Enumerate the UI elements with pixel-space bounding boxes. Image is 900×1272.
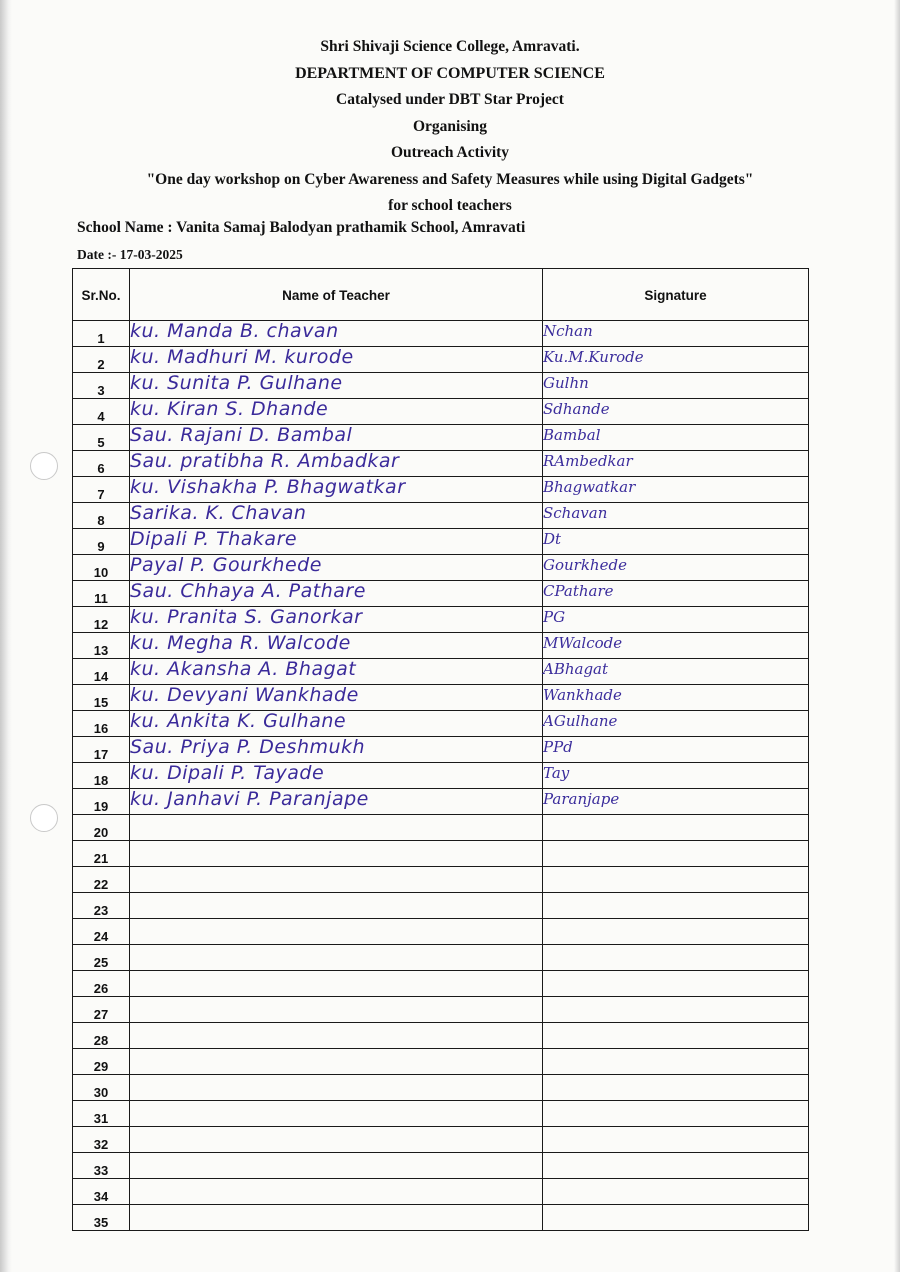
sr-number-cell: 29 [73, 1049, 130, 1075]
table-row [73, 321, 809, 347]
signature-cell [543, 789, 809, 815]
table-row [73, 477, 809, 503]
signature-cell [543, 1179, 809, 1205]
table-row [73, 373, 809, 399]
signature-cell [543, 477, 809, 503]
department-name: DEPARTMENT OF COMPUTER SCIENCE [295, 64, 605, 82]
teacher-name-cell [130, 555, 543, 581]
teacher-name-cell [130, 711, 543, 737]
signature-cell [543, 451, 809, 477]
teacher-name-cell [130, 1127, 543, 1153]
teacher-name-cell [130, 581, 543, 607]
signature-cell [543, 1127, 809, 1153]
sr-number-cell: 25 [73, 945, 130, 971]
signature-handwritten: Nchan [543, 321, 593, 340]
sr-number-cell: 10 [73, 555, 130, 581]
sr-number-cell: 2 [73, 347, 130, 373]
teacher-name-cell [130, 789, 543, 815]
teacher-name-cell [130, 425, 543, 451]
sr-number-cell: 17 [73, 737, 130, 763]
signature-cell [543, 815, 809, 841]
teacher-name-handwritten: Sarika. K. Chavan [130, 501, 307, 524]
signature-handwritten: PPd [543, 737, 573, 756]
teacher-name-cell [130, 607, 543, 633]
signature-cell [543, 1075, 809, 1101]
signature-cell [543, 867, 809, 893]
sr-number-cell: 6 [73, 451, 130, 477]
table-row [73, 1205, 809, 1231]
punch-hole-top [30, 452, 58, 480]
teacher-name-cell [130, 893, 543, 919]
table-row [73, 451, 809, 477]
teacher-name-cell [130, 633, 543, 659]
activity-line: Outreach Activity [390, 144, 510, 161]
teacher-name-handwritten: Sau. Chhaya A. Pathare [130, 579, 366, 602]
header-sr-no: Sr.No. [73, 269, 130, 321]
table-row [73, 1023, 809, 1049]
table-row [73, 399, 809, 425]
table-row [73, 633, 809, 659]
signature-cell [543, 1153, 809, 1179]
sr-number-cell: 4 [73, 399, 130, 425]
teacher-name-cell [130, 503, 543, 529]
teacher-name-cell [130, 477, 543, 503]
teacher-name-handwritten: ku. Dipali P. Tayade [130, 761, 325, 784]
signature-handwritten: Sdhande [543, 399, 610, 418]
sr-number-cell: 33 [73, 1153, 130, 1179]
table-row [73, 971, 809, 997]
signature-handwritten: PG [543, 607, 566, 626]
sr-number-cell: 8 [73, 503, 130, 529]
signature-cell [543, 555, 809, 581]
teacher-name-cell [130, 1179, 543, 1205]
table-row [73, 607, 809, 633]
document-header [0, 34, 900, 220]
teacher-name-cell [130, 1205, 543, 1231]
sr-number-cell: 9 [73, 529, 130, 555]
sr-number-cell: 15 [73, 685, 130, 711]
signature-cell [543, 503, 809, 529]
teacher-name-cell [130, 841, 543, 867]
table-row [73, 685, 809, 711]
college-name: Shri Shivaji Science College, Amravati. [320, 38, 580, 55]
sr-number-cell: 31 [73, 1101, 130, 1127]
teacher-name-cell [130, 1023, 543, 1049]
signature-handwritten: Bhagwatkar [543, 477, 636, 496]
signature-cell [543, 997, 809, 1023]
teacher-name-cell [130, 815, 543, 841]
signature-handwritten: Ku.M.Kurode [543, 347, 644, 366]
signature-handwritten: Tay [543, 763, 570, 782]
signature-handwritten: Gourkhede [543, 555, 627, 574]
signature-handwritten: AGulhane [543, 711, 618, 730]
signature-handwritten: Bambal [543, 425, 601, 444]
table-row [73, 919, 809, 945]
workshop-title: "One day workshop on Cyber Awareness and Safety Measures while using Digital Gadgets" [146, 170, 754, 188]
signature-handwritten: Gulhn [543, 373, 589, 392]
sr-number-cell: 5 [73, 425, 130, 451]
teacher-name-handwritten: ku. Megha R. Walcode [130, 631, 351, 654]
table-row [73, 503, 809, 529]
signature-cell [543, 633, 809, 659]
sr-number-cell: 12 [73, 607, 130, 633]
teacher-name-cell [130, 945, 543, 971]
teacher-name-cell [130, 867, 543, 893]
signature-cell [543, 1205, 809, 1231]
sr-number-cell: 1 [73, 321, 130, 347]
date-line: Date :- 17-03-2025 [77, 247, 183, 262]
signature-cell [543, 529, 809, 555]
teacher-name-cell [130, 685, 543, 711]
teacher-name-handwritten: ku. Janhavi P. Paranjape [130, 787, 369, 810]
table-row [73, 659, 809, 685]
signature-handwritten: MWalcode [543, 633, 623, 652]
table-row [73, 1153, 809, 1179]
signature-cell [543, 321, 809, 347]
table-row [73, 945, 809, 971]
sr-number-cell: 26 [73, 971, 130, 997]
table-header-row [73, 269, 809, 321]
teacher-name-cell [130, 1153, 543, 1179]
signature-handwritten: Dt [543, 529, 562, 548]
sr-number-cell: 14 [73, 659, 130, 685]
teacher-name-cell [130, 659, 543, 685]
table-row [73, 1049, 809, 1075]
signature-cell [543, 581, 809, 607]
teacher-name-cell [130, 451, 543, 477]
signature-handwritten: RAmbedkar [543, 451, 633, 470]
signature-cell [543, 841, 809, 867]
teacher-name-handwritten: Dipali P. Thakare [130, 527, 298, 550]
teacher-name-handwritten: Sau. Priya P. Deshmukh [130, 735, 366, 758]
table-row [73, 841, 809, 867]
signature-cell [543, 373, 809, 399]
table-row [73, 815, 809, 841]
school-name: School Name : Vanita Samaj Balodyan prathamik School, Amravati [77, 219, 526, 236]
teacher-name-cell [130, 763, 543, 789]
table-row [73, 529, 809, 555]
punch-hole-bottom [30, 804, 58, 832]
teacher-name-cell [130, 971, 543, 997]
table-row [73, 1179, 809, 1205]
attendance-table [72, 268, 809, 1231]
teacher-name-handwritten: Payal P. Gourkhede [130, 553, 322, 576]
teacher-name-cell [130, 997, 543, 1023]
table-row [73, 1075, 809, 1101]
signature-cell [543, 763, 809, 789]
teacher-name-handwritten: ku. Kiran S. Dhande [130, 397, 329, 420]
table-row [73, 763, 809, 789]
signature-cell [543, 659, 809, 685]
signature-handwritten: Schavan [543, 503, 608, 522]
signature-cell [543, 607, 809, 633]
signature-cell [543, 399, 809, 425]
audience-line: for school teachers [388, 197, 512, 214]
teacher-name-handwritten: ku. Ankita K. Gulhane [130, 709, 347, 732]
signature-cell [543, 945, 809, 971]
table-row [73, 1101, 809, 1127]
sr-number-cell: 7 [73, 477, 130, 503]
teacher-name-handwritten: ku. Vishakha P. Bhagwatkar [130, 475, 406, 498]
table-row [73, 581, 809, 607]
table-row [73, 425, 809, 451]
table-row [73, 893, 809, 919]
sr-number-cell: 3 [73, 373, 130, 399]
teacher-name-handwritten: ku. Manda B. chavan [130, 319, 339, 342]
table-row [73, 737, 809, 763]
sr-number-cell: 21 [73, 841, 130, 867]
sr-number-cell: 24 [73, 919, 130, 945]
table-row [73, 555, 809, 581]
signature-cell [543, 971, 809, 997]
signature-cell [543, 685, 809, 711]
teacher-name-handwritten: ku. Pranita S. Ganorkar [130, 605, 363, 628]
sr-number-cell: 11 [73, 581, 130, 607]
sr-number-cell: 23 [73, 893, 130, 919]
sr-number-cell: 16 [73, 711, 130, 737]
signature-cell [543, 1101, 809, 1127]
signature-cell [543, 1049, 809, 1075]
teacher-name-cell [130, 737, 543, 763]
table-row [73, 997, 809, 1023]
table-row [73, 867, 809, 893]
header-signature: Signature [543, 269, 809, 321]
sr-number-cell: 20 [73, 815, 130, 841]
teacher-name-cell [130, 373, 543, 399]
teacher-name-cell [130, 529, 543, 555]
signature-cell [543, 347, 809, 373]
teacher-name-handwritten: ku. Madhuri M. kurode [130, 345, 354, 368]
teacher-name-cell [130, 919, 543, 945]
signature-cell [543, 1023, 809, 1049]
teacher-name-cell [130, 399, 543, 425]
teacher-name-cell [130, 1049, 543, 1075]
signature-cell [543, 893, 809, 919]
table-row [73, 789, 809, 815]
sr-number-cell: 35 [73, 1205, 130, 1231]
signature-cell [543, 425, 809, 451]
signature-cell [543, 737, 809, 763]
organising-line: Organising [412, 117, 488, 135]
sr-number-cell: 18 [73, 763, 130, 789]
sr-number-cell: 32 [73, 1127, 130, 1153]
table-row [73, 1127, 809, 1153]
sr-number-cell: 19 [73, 789, 130, 815]
sr-number-cell: 30 [73, 1075, 130, 1101]
table-row [73, 347, 809, 373]
teacher-name-cell [130, 1101, 543, 1127]
sr-number-cell: 28 [73, 1023, 130, 1049]
signature-handwritten: Wankhade [543, 685, 622, 704]
signature-cell [543, 711, 809, 737]
signature-handwritten: ABhagat [543, 659, 609, 678]
project-line: Catalysed under DBT Star Project [336, 91, 564, 108]
sr-number-cell: 34 [73, 1179, 130, 1205]
signature-cell [543, 919, 809, 945]
teacher-name-handwritten: ku. Devyani Wankhade [130, 683, 359, 706]
sr-number-cell: 27 [73, 997, 130, 1023]
teacher-name-cell [130, 1075, 543, 1101]
header-name: Name of Teacher [130, 269, 543, 321]
sr-number-cell: 22 [73, 867, 130, 893]
signature-handwritten: Paranjape [543, 789, 620, 808]
teacher-name-handwritten: ku. Akansha A. Bhagat [130, 657, 357, 680]
table-body [73, 321, 809, 1231]
table-row [73, 711, 809, 737]
teacher-name-handwritten: ku. Sunita P. Gulhane [130, 371, 343, 394]
signature-handwritten: CPathare [543, 581, 614, 600]
teacher-name-handwritten: Sau. Rajani D. Bambal [130, 423, 353, 446]
sr-number-cell: 13 [73, 633, 130, 659]
teacher-name-cell [130, 321, 543, 347]
teacher-name-handwritten: Sau. pratibha R. Ambadkar [130, 449, 400, 472]
teacher-name-cell [130, 347, 543, 373]
